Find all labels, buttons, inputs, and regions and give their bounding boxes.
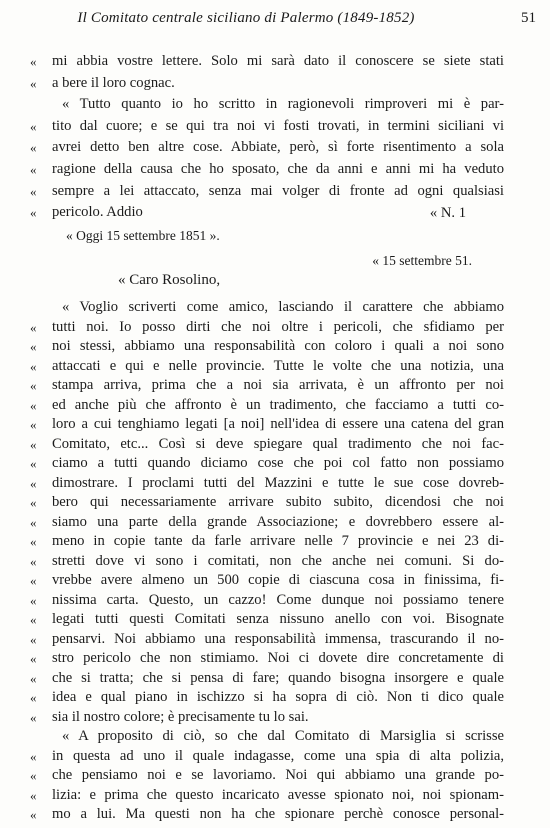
signature-row bbox=[0, 203, 550, 224]
quote-mark: « bbox=[30, 162, 37, 177]
quote-mark: « bbox=[30, 183, 37, 199]
line-text: stro pericolo che non stimiamo. Noi ci dovete dire concretamente di bbox=[52, 650, 504, 666]
letter-2-line bbox=[0, 434, 550, 455]
line-text: tutti noi. Io posso dirti che noi oltre i pericoli, che sfidiamo per bbox=[52, 318, 504, 335]
letter-n1-line bbox=[0, 137, 550, 158]
line-text: ed anche più che affronto è un tradimento, che facciamo a tutti co- bbox=[52, 396, 504, 413]
line-text: mo a lui. Ma questi non ha che spionare perchè conosce personal- bbox=[52, 806, 504, 822]
line-text: siamo una parte della grande Associazione; e dovrebbero essere al- bbox=[52, 513, 504, 530]
letter-2-line bbox=[0, 804, 550, 825]
line-text: avrei detto ben altre cose. Abbiate, però, sì forte risentimento a sola bbox=[52, 139, 504, 156]
letter-2-line bbox=[0, 395, 550, 416]
letter-2-dateline: « 15 settembre 51. bbox=[372, 253, 472, 268]
letter-2-line bbox=[0, 453, 550, 474]
page-number: 51 bbox=[521, 10, 536, 26]
dateline: « Oggi 15 settembre 1851 ». bbox=[66, 228, 220, 243]
quote-mark: « bbox=[30, 118, 37, 134]
line-text: in questa ad uno il quale indagasse, come una spia di alta polizia, bbox=[52, 747, 504, 764]
dateline-row bbox=[0, 225, 550, 246]
line-text: loro a cui tenghiamo legati [a noi] nell'idea di essere una catena del gran bbox=[52, 416, 504, 432]
letter-2-line bbox=[0, 609, 550, 630]
line-text: stretti dove vi sono i comitati, non che anche nei comuni. Si do- bbox=[52, 552, 504, 569]
letter-n1-line bbox=[0, 94, 550, 115]
letter-2-line bbox=[0, 356, 550, 377]
quote-mark: « bbox=[30, 748, 37, 764]
quote-mark: « bbox=[30, 514, 37, 530]
signature: « N. 1 bbox=[429, 205, 466, 221]
line-text: stampa arriva, prima che a noi sia arrivata, è un affronto per noi bbox=[52, 377, 504, 393]
line-text: idea e qual piano in ischizzo si ha sopra di ciò. Non ti dico quale bbox=[52, 689, 504, 705]
line-text: tito dal cuore; e se qui tra noi vi fosti trovati, in termini siciliani vi bbox=[52, 117, 504, 134]
quote-mark: « bbox=[30, 631, 37, 647]
quote-mark: « bbox=[30, 768, 37, 783]
line-text: Comitato, etc... Così si deve spiegare qual tradimento che noi fac- bbox=[52, 435, 504, 452]
running-title: Il Comitato centrale siciliano di Palermo (1849-1852) bbox=[77, 10, 415, 26]
letter-2-line bbox=[0, 512, 550, 533]
quote-mark: « bbox=[30, 378, 37, 393]
letter-2-line bbox=[0, 551, 550, 572]
quote-mark: « bbox=[30, 456, 37, 471]
line-text: attaccati e qui e nelle provincie. Tutte le volte che una notizia, una bbox=[52, 357, 504, 374]
letter-n1-line bbox=[0, 73, 550, 94]
line-text: nissima carta. Questo, un cazzo! Come dunque noi possiamo tenere bbox=[52, 591, 504, 608]
letter-2-line bbox=[0, 707, 550, 728]
letter-2-line bbox=[0, 785, 550, 806]
letter-2-line bbox=[0, 765, 550, 786]
letter-n1-line bbox=[0, 159, 550, 180]
line-text: che si tratta; che si pensa di fare; quando bisogna insorgere e quale bbox=[52, 669, 504, 686]
letter-2-line bbox=[0, 629, 550, 650]
letter-2-dateline-row bbox=[0, 250, 550, 271]
quote-mark: « bbox=[30, 553, 37, 569]
quote-mark: « bbox=[30, 339, 37, 354]
quote-mark: « bbox=[30, 319, 37, 335]
quote-mark: « bbox=[30, 54, 37, 69]
quote-mark: « bbox=[30, 495, 37, 510]
letter-2-line bbox=[0, 590, 550, 611]
letter-2-line bbox=[0, 336, 550, 357]
quote-mark: « bbox=[30, 397, 37, 413]
line-text: pensarvi. Noi abbiamo una responsabilità immensa, trascurando il no- bbox=[52, 630, 504, 647]
line-text: noi stessi, abbiamo una responsabilità con coloro i quali a noi sono bbox=[52, 338, 504, 354]
page-header bbox=[0, 6, 550, 30]
line-text: che pensiamo noi e se lavoriamo. Noi qui abbiamo una grande po- bbox=[52, 767, 504, 783]
line-text: « Voglio scriverti come amico, lasciando il carattere che abbiamo bbox=[62, 299, 504, 315]
line-text: pericolo. Addio bbox=[52, 204, 143, 221]
letter-2-line bbox=[0, 317, 550, 338]
salutation: « Caro Rosolino, bbox=[118, 272, 221, 288]
quote-mark: « bbox=[30, 475, 37, 491]
line-text: a bere il loro cognac. bbox=[52, 74, 175, 91]
letter-2-line bbox=[0, 492, 550, 513]
line-text: sempre a lei attaccato, senza mai volger di fronte ad ogni qualsiasi bbox=[52, 182, 504, 199]
quote-mark: « bbox=[30, 709, 37, 725]
letter-2-line bbox=[0, 473, 550, 494]
letter-n1-line bbox=[0, 51, 550, 72]
quote-mark: « bbox=[30, 670, 37, 686]
line-text: mi abbia vostre lettere. Solo mi sarà dato il conoscere se siete stati bbox=[52, 53, 504, 69]
quote-mark: « bbox=[30, 358, 37, 374]
letter-2-line bbox=[0, 668, 550, 689]
quote-mark: « bbox=[30, 140, 37, 156]
letter-n1-line bbox=[0, 116, 550, 137]
line-text: bero qui necessariamente arrivare subito subito, dicendosi che noi bbox=[52, 494, 504, 510]
letter-2-line bbox=[0, 375, 550, 396]
line-text: « A proposito di ciò, so che dal Comitato di Marsiglia si scrisse bbox=[62, 728, 504, 744]
letter-2-line bbox=[0, 414, 550, 435]
quote-mark: « bbox=[30, 75, 37, 91]
line-text: ragione della causa che ho sposato, che da anni e anni mi ha veduto bbox=[52, 161, 504, 177]
letter-2-line bbox=[0, 648, 550, 669]
line-text: meno in copie tante da farle arrivare nelle 7 provincie e nei 23 di- bbox=[52, 533, 504, 549]
quote-mark: « bbox=[30, 573, 37, 588]
letter-2-line bbox=[0, 570, 550, 591]
quote-mark: « bbox=[30, 690, 37, 705]
quote-mark: « bbox=[30, 417, 37, 432]
letter-2-line bbox=[0, 531, 550, 552]
line-text: dimostrare. I proclami tutti del Mazzini e tutte le sue cose dovreb- bbox=[52, 474, 504, 491]
line-text: legati tutti questi Comitati senza nissuno anello con voi. Bisognate bbox=[52, 611, 504, 627]
line-text: vrebbe avere almeno un 500 copie di ciascuna cosa in finissima, fi- bbox=[52, 572, 504, 588]
quote-mark: « bbox=[30, 436, 37, 452]
quote-mark: « bbox=[30, 612, 37, 627]
letter-2-line bbox=[0, 726, 550, 747]
letter-n1-line bbox=[0, 181, 550, 202]
quote-mark: « bbox=[30, 807, 37, 822]
line-text: « Tutto quanto io ho scritto in ragionevoli rimproveri mi è par- bbox=[62, 96, 504, 113]
line-text: ciamo a tutti quando diciamo cose che poi col fatto non possiamo bbox=[52, 455, 504, 471]
letter-2-line bbox=[0, 687, 550, 708]
quote-mark: « bbox=[30, 787, 37, 803]
salutation-row bbox=[0, 270, 550, 291]
quote-mark: « bbox=[30, 534, 37, 549]
line-text: lizia: e prima che questo incaricato avesse spionato noi, noi spionam- bbox=[52, 786, 504, 803]
letter-2-line bbox=[0, 297, 550, 318]
quote-mark: « bbox=[30, 205, 37, 221]
quote-mark: « bbox=[30, 651, 37, 666]
line-text: sia il nostro colore; è precisamente tu lo sai. bbox=[52, 708, 309, 725]
letter-2-line bbox=[0, 746, 550, 767]
quote-mark: « bbox=[30, 592, 37, 608]
